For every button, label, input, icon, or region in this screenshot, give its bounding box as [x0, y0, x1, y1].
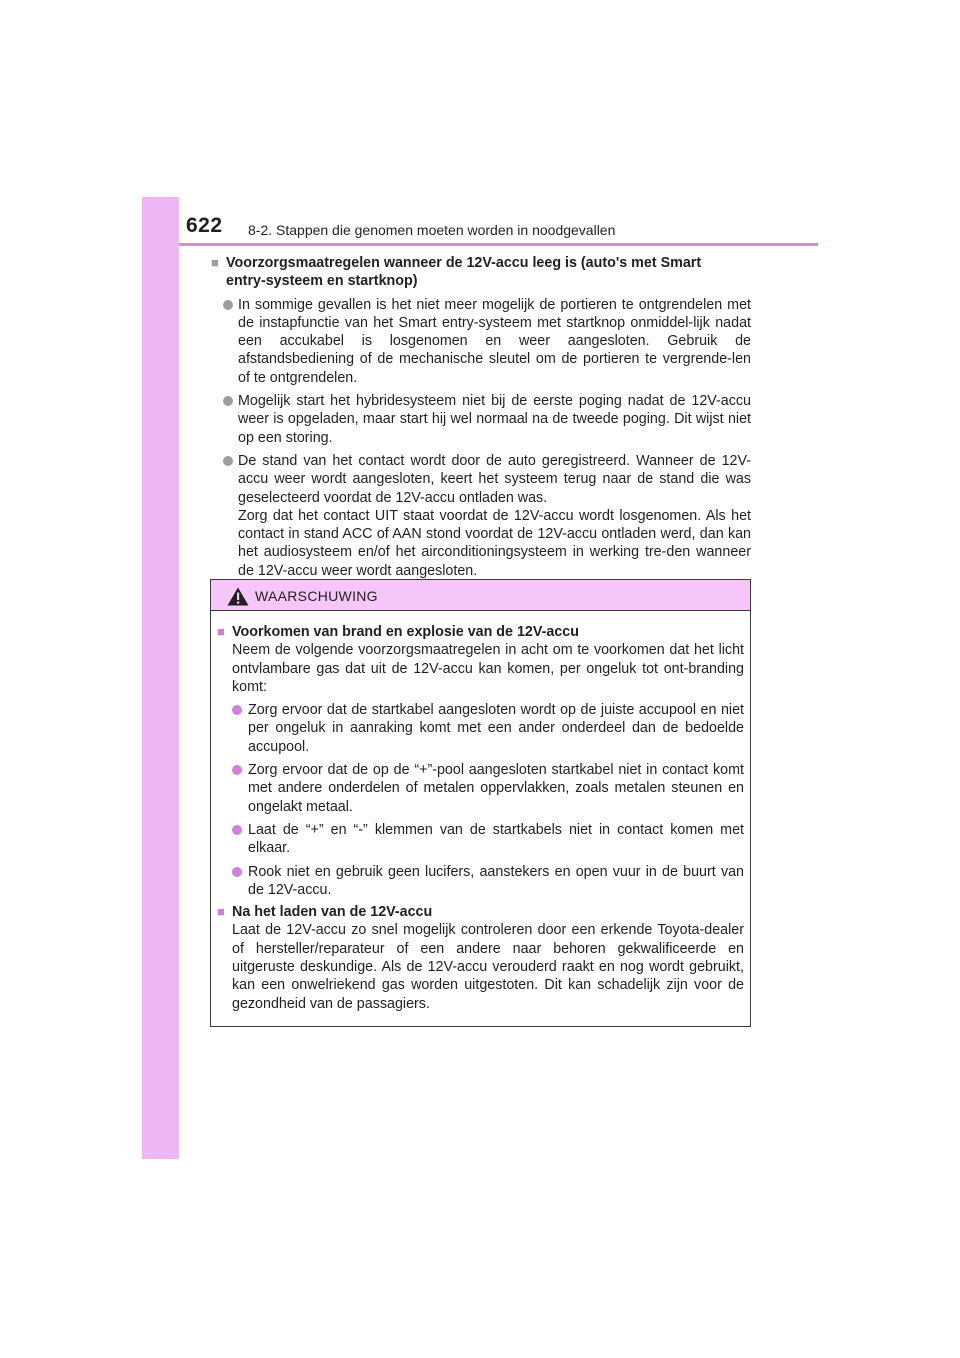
square-bullet-icon: ■ [217, 904, 225, 920]
list-item [211, 392, 751, 447]
list-item-text: In sommige gevallen is het niet meer mogelijk de portieren te ontgrendelen met de instapfunctie van het Smart entry-systeem met startknop onmiddel-lijk nadat een accukabel is losgenomen en weer aangesloten. Gebruik de afstandsbediening of de mechanische sleutel om de portieren te vergrende-len of te ontgrendelen. [238, 296, 751, 386]
warning-label: WAARSCHUWING [255, 588, 378, 604]
header-rule [179, 243, 818, 246]
chapter-side-band [142, 197, 179, 1159]
section-title-line1: Voorzorgsmaatregelen wanneer de 12V-accu leeg is (auto's met Smart [226, 255, 702, 271]
warning-list-item-text: Zorg ervoor dat de startkabel aangesloten wordt op de juiste accupool en niet per ongeluk in aanraking komt met een ander onderdeel dan de bedoelde accupool. [248, 702, 744, 755]
warning-list-item [217, 761, 744, 816]
square-bullet-icon: ■ [217, 624, 225, 639]
warning-header [211, 580, 750, 611]
warning-list-item [217, 821, 744, 858]
bullet-dot-icon [223, 456, 233, 466]
warning-subheading-text: Voorkomen van brand en explosie van de 12V-accu [232, 624, 579, 640]
warning-list-item [217, 863, 744, 900]
page-number: 622 [186, 214, 223, 237]
bullet-dot-icon [223, 396, 233, 406]
list-item [211, 296, 751, 387]
warning-paragraph: Laat de 12V-accu zo snel mogelijk controleren door een erkende Toyota-dealer of hersteller/reparateur of een andere naar behoren gekwalificeerde en uitgeruste deskundige. Als de 12V-accu verouderd raakt en nog wordt gebruikt, kan een onwelriekend gas worden uitgestoten. Dit kan schadelijk zijn voor de gezondheid van de passagiers. [232, 922, 744, 1012]
list-item-text: De stand van het contact wordt door de auto geregistreerd. Wanneer de 12V-accu weer wordt aangesloten, keert het systeem terug naar de stand die was geselecteerd voordat de 12V-accu ontladen was. [238, 452, 751, 506]
bullet-dot-icon [232, 867, 242, 877]
warning-subheading [217, 623, 744, 641]
list-item [211, 452, 751, 580]
warning-list-item-text: Laat de “+” en “-” klemmen van de startkabels niet in contact komen met elkaar. [248, 821, 744, 857]
list-item-text: Mogelijk start het hybridesysteem niet bij de eerste poging nadat de 12V-accu weer is opgeladen, maar start hij wel normaal na de tweede poging. Dit wijst niet op een storing. [238, 393, 751, 446]
warning-list-item-text: Rook niet en gebruik geen lucifers, aanstekers en open vuur in de buurt van de 12V-accu. [248, 863, 744, 898]
bullet-dot-icon [232, 825, 242, 835]
bullet-dot-icon [232, 765, 242, 775]
warning-box [210, 579, 751, 1027]
warning-subheading-text: Na het laden van de 12V-accu [232, 904, 433, 921]
warning-body [211, 611, 750, 1013]
section-title-line2: entry-systeem en startknop) [226, 273, 418, 290]
bullet-dot-icon [232, 705, 242, 715]
warning-triangle-icon [227, 587, 249, 606]
main-content [211, 254, 751, 580]
warning-list-item [217, 701, 744, 756]
square-bullet-icon: ■ [211, 255, 219, 270]
warning-intro: Neem de volgende voorzorgsmaatregelen in acht om te voorkomen dat het licht ontvlambare gas dat uit de 12V-accu kan komen, per ongeluk tot ont-branding komt: [232, 642, 744, 695]
list-item-text: Zorg dat het contact UIT staat voordat de 12V-accu wordt losgenomen. Als het contact in stand ACC of AAN stond voordat de 12V-accu ontladen werd, dan kan het audiosysteem en/of het airconditioningsysteem in werking tre-den wanneer de 12V-accu weer wordt aangesloten. [238, 507, 751, 579]
warning-subheading [217, 903, 744, 921]
section-heading [211, 254, 751, 291]
bullet-dot-icon [223, 300, 233, 310]
chapter-title: 8-2. Stappen die genomen moeten worden in noodgevallen [248, 222, 616, 238]
warning-list-item-text: Zorg ervoor dat de op de “+”-pool aangesloten startkabel niet in contact komt met andere onderdelen of metalen oppervlakken, zoals metalen steunen en ongelakt metaal. [248, 762, 744, 815]
